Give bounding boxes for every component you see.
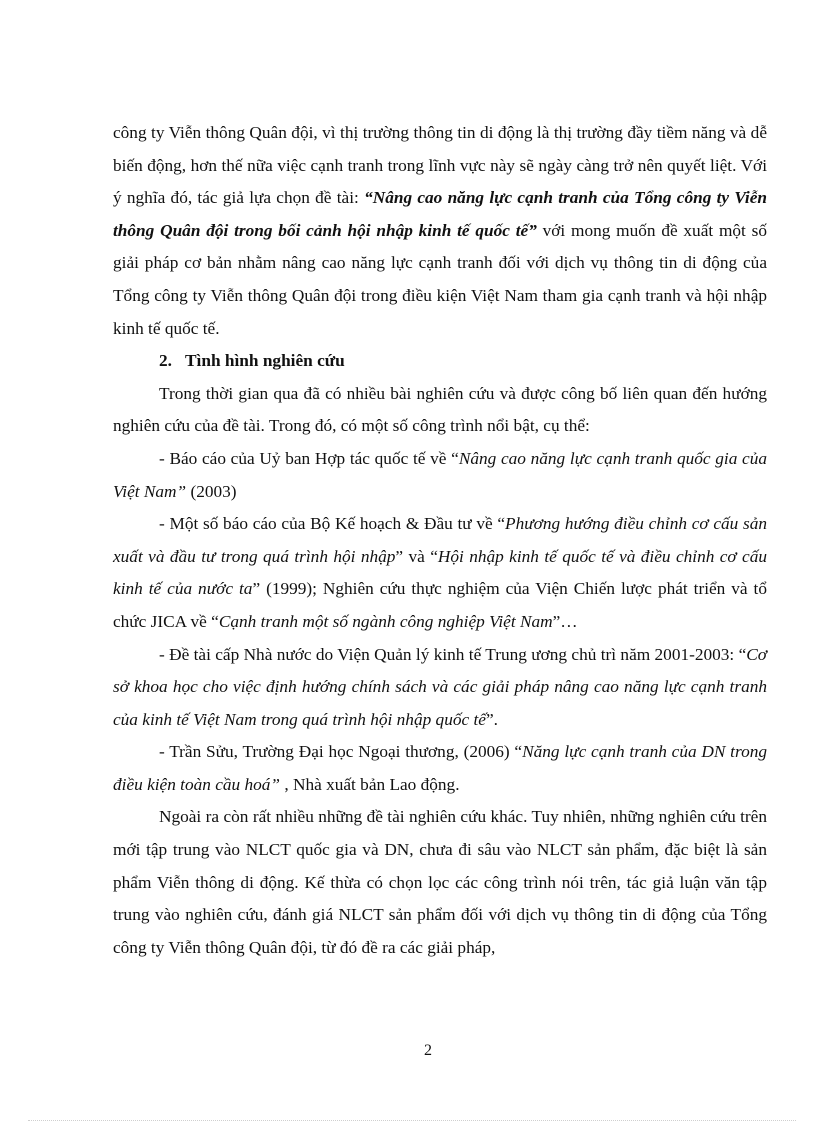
bullet-3-text: - Đề tài cấp Nhà nước do Viện Quản lý kinh tế Trung ương chủ trì năm 2001-2003: “	[159, 644, 747, 664]
section-number: 2.	[159, 351, 172, 371]
page-number: 2	[424, 1042, 432, 1059]
thesis-title: “Nâng cao năng lực cạnh tranh của Tổng công ty Viễn thông Quân đội trong bối cảnh hội nhập kinh tế quốc tế”	[113, 188, 767, 240]
bullet-2-work-title-3: Cạnh tranh một số ngành công nghiệp Việt Nam	[218, 611, 553, 631]
paragraph-intro-continued	[113, 117, 767, 345]
paragraph-research-overview: Trong thời gian qua đã có nhiều bài nghiên cứu và được công bố liên quan đến hướng nghiên cứu của đề tài. Trong đó, có một số công trình nổi bật, cụ thể:	[113, 383, 767, 436]
intro-text: công ty Viễn thông Quân đội, vì thị trường thông tin di động là thị trường đầy tiềm năng và dễ biến động, hơn thế nữa việc cạnh tranh trong lĩnh vực này sẽ ngày càng trở nên quyết liệt. Với ý nghĩa đó, tác giả lựa chọn đề tài:	[113, 123, 767, 208]
bullet-item-3	[113, 639, 767, 737]
section-heading	[113, 345, 767, 378]
page-bottom-divider	[28, 1120, 796, 1121]
bullet-3-work-title: Cơ sở khoa học cho việc định hướng chính sách và các giải pháp nâng cao năng lực cạnh tranh của kinh tế Việt Nam trong quá trình hội nhập quốc tế	[113, 644, 767, 729]
section-title: Tình hình nghiên cứu	[185, 351, 345, 371]
bullet-2-work-title-1: Phương hướng điều chỉnh cơ cấu sản xuất và đầu tư trong quá trình hội nhập	[113, 514, 768, 566]
bullet-4-publisher: , Nhà xuất bản Lao động.	[280, 774, 460, 794]
intro-text-end: với mong muốn đề xuất một số giải pháp cơ bản nhằm nâng cao năng lực cạnh tranh đối với dịch vụ thông tin di động của Tổng công ty Viễn thông Quân đội trong điều kiện Việt Nam tham gia cạnh tranh và hội nhập kinh tế quốc tế.	[113, 220, 768, 338]
bullet-1-work-title: Nâng cao năng lực cạnh tranh quốc gia của Việt Nam”	[113, 448, 767, 501]
bullet-item-2	[113, 508, 767, 638]
body-text	[113, 117, 767, 964]
bullet-4-text: - Trần Sửu, Trường Đại học Ngoại thương, (2006) “	[159, 742, 523, 762]
bullet-2-work-title-2: Hội nhập kinh tế quốc tế và điều chỉnh cơ cấu kinh tế của nước ta	[113, 546, 767, 599]
bullet-2-end: ”…	[552, 611, 578, 631]
bullet-3-end: ”.	[485, 709, 498, 729]
bullet-1-year: (2003)	[186, 481, 237, 501]
bullet-item-1	[113, 443, 767, 508]
bullet-1-text: - Báo cáo của Uỷ ban Hợp tác quốc tế về “	[159, 448, 459, 468]
paragraph-conclusion: Ngoài ra còn rất nhiều những đề tài nghiên cứu khác. Tuy nhiên, những nghiên cứu trên mới tập trung vào NLCT quốc gia và DN, chưa đi sâu vào NLCT sản phẩm, đặc biệt là sản phẩm Viễn thông di động. Kế thừa có chọn lọc các công trình nói trên, tác giả luận văn tập trung vào nghiên cứu, đánh giá NLCT sản phẩm đối với dịch vụ thông tin di động của Tổng công ty Viễn thông Quân đội, từ đó đề ra các giải pháp,	[113, 807, 767, 957]
bullet-2-text: - Một số báo cáo của Bộ Kế hoạch & Đầu tư về “	[159, 514, 506, 534]
bullet-2-connector: ” và “	[395, 546, 438, 566]
bullet-item-4	[113, 736, 767, 801]
bullet-2-text-2: ” (1999); Nghiên cứu thực nghiệm của Viện Chiến lược phát triển và tổ chức JICA về “	[113, 579, 768, 631]
bullet-4-work-title: Năng lực cạnh tranh của DN trong điều kiện toàn cầu hoá”	[113, 742, 767, 794]
